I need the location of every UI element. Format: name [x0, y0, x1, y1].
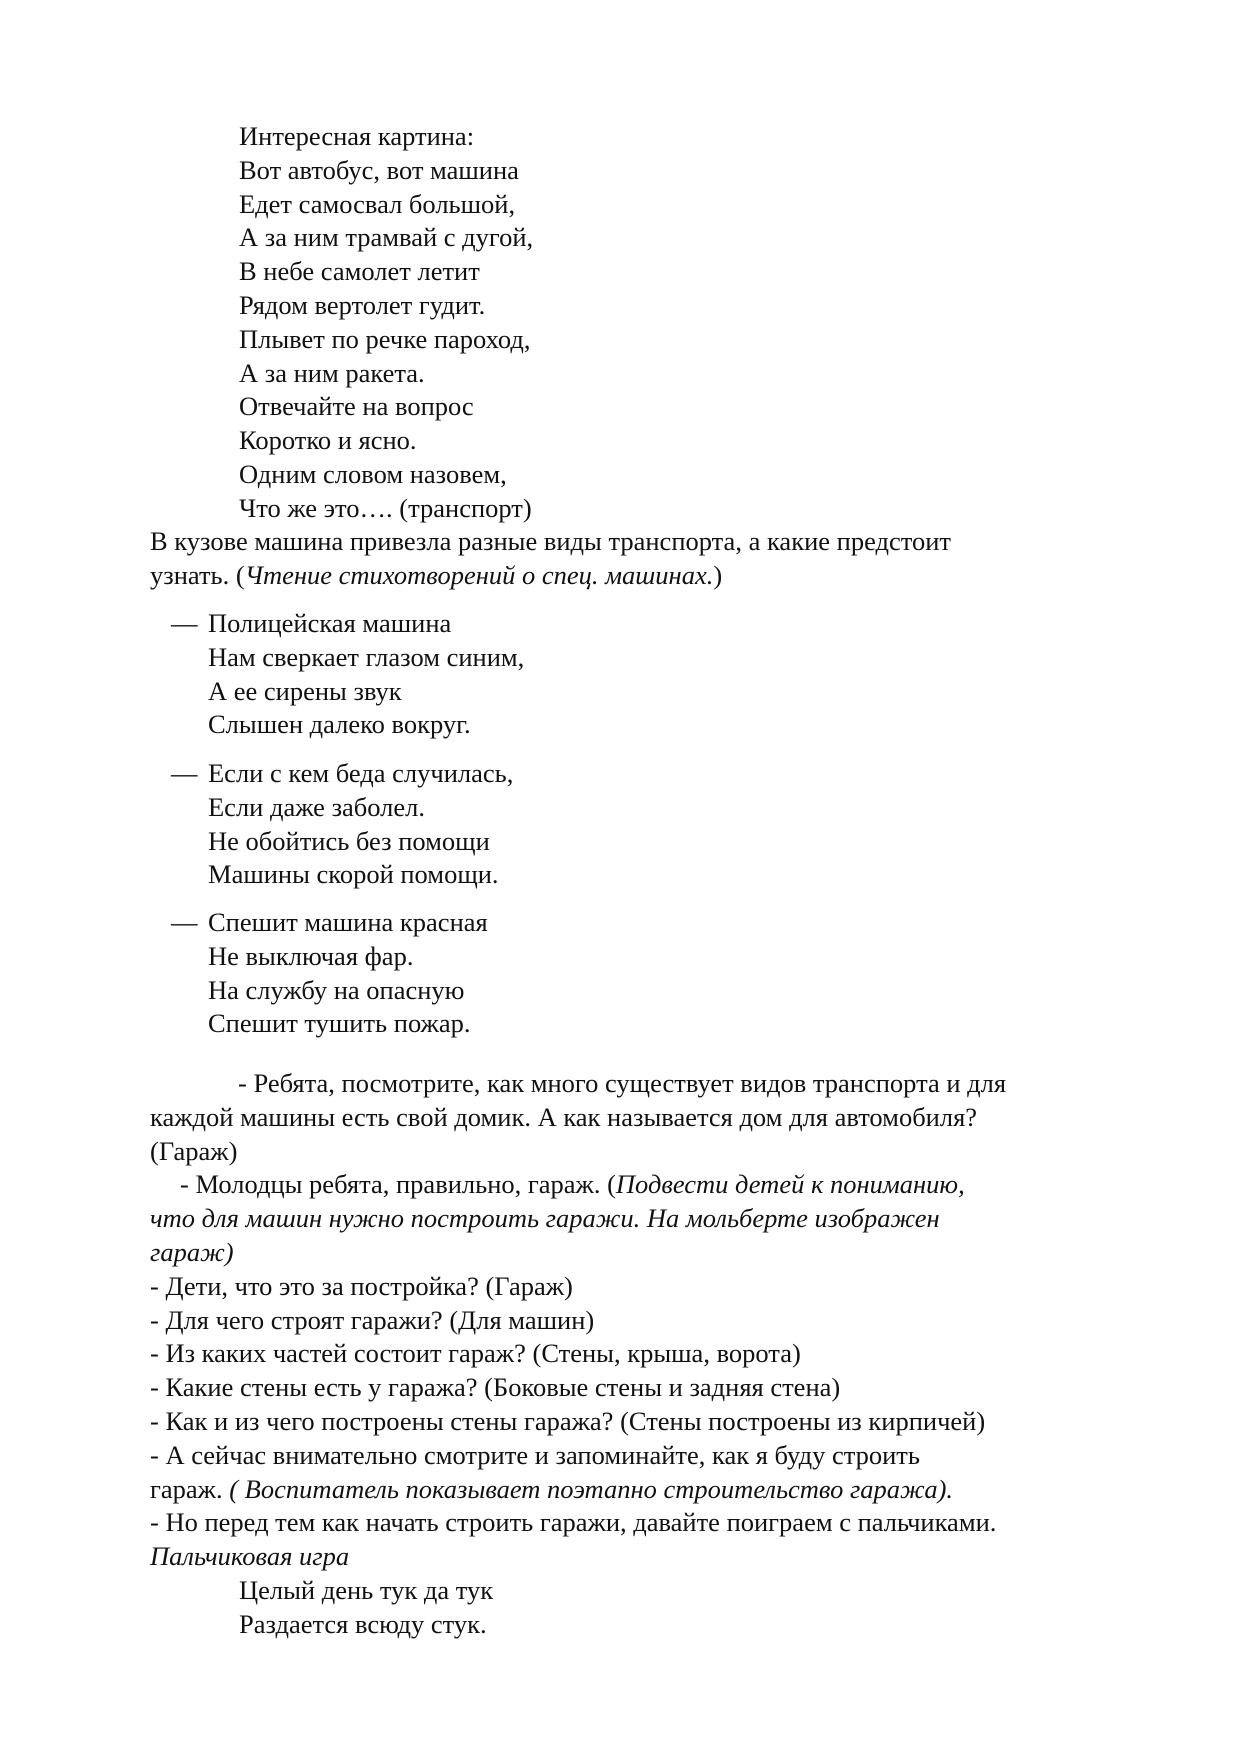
italic-note: что для машин нужно построить гаражи. На мольберте изображен	[150, 1203, 940, 1234]
riddle-police	[171, 607, 525, 742]
list-dash: —	[171, 758, 198, 788]
text: узнать. (	[150, 559, 245, 590]
intro-poem	[239, 120, 533, 526]
riddle-line: Машины скорой помощи.	[208, 859, 499, 890]
italic-heading: Пальчиковая игра	[150, 1541, 350, 1572]
question-line: - Какие стены есть у гаража? (Боковые стены и задняя стена)	[150, 1372, 841, 1403]
riddle-fire-truck	[171, 906, 488, 1041]
text: гараж.	[150, 1473, 230, 1504]
poem-line: В небе самолет летит	[239, 256, 480, 287]
dialogue	[150, 1067, 1006, 1642]
riddle-line: Нам сверкает глазом синим,	[208, 641, 525, 672]
paragraph-line	[150, 559, 951, 593]
poem-line: Одним словом назовем,	[239, 458, 507, 489]
poem-line: А за ним трамвай с дугой,	[239, 222, 534, 253]
paragraph-line: (Гараж)	[150, 1135, 238, 1166]
riddle-line: Спешит машина красная	[208, 907, 488, 937]
riddle-ambulance	[171, 757, 514, 892]
poem-line: Интересная картина:	[239, 121, 475, 151]
text: )	[713, 559, 723, 590]
poem-line: Вот автобус, вот машина	[239, 154, 519, 185]
italic-note: ( Воспитатель показывает поэтапно строительство гаража).	[229, 1473, 954, 1504]
paragraph-line	[150, 1236, 1006, 1270]
paragraph-line	[150, 1473, 1006, 1507]
riddle-line: Полицейская машина	[208, 608, 452, 638]
paragraph-line: В кузове машина привезла разные виды транспорта, а какие предстоит	[150, 526, 951, 556]
poem-line: Что же это…. (транспорт)	[239, 492, 532, 523]
riddle-line: Не обойтись без помощи	[208, 825, 490, 856]
riddle-line: На службу на опасную	[208, 974, 465, 1005]
game-line: Целый день тук да тук	[239, 1574, 494, 1605]
riddle-line: Не выключая фар.	[208, 940, 414, 971]
poem-line: Коротко и ясно.	[239, 425, 417, 456]
paragraph-line: - Но перед тем как начать строить гаражи, давайте поиграем с пальчиками.	[150, 1507, 997, 1538]
italic-note: Подвести детей к пониманию,	[615, 1169, 965, 1200]
riddle-line: Если с кем беда случилась,	[208, 758, 514, 788]
riddle-line: Если даже заболел.	[208, 791, 426, 822]
riddle-line: Слышен далеко вокруг.	[208, 709, 471, 740]
question-line: - Как и из чего построены стены гаража? (Стены построены из кирпичей)	[150, 1405, 986, 1436]
list-dash: —	[171, 907, 198, 937]
question-line: - Дети, что это за постройка? (Гараж)	[150, 1270, 573, 1301]
poem-line: Едет самосвал большой,	[239, 188, 516, 219]
riddle-line: А ее сирены звук	[208, 675, 402, 706]
poem-line: Плывет по речке пароход,	[239, 323, 531, 354]
paragraph-line: каждой машины есть свой домик. А как называется дом для автомобиля?	[150, 1101, 978, 1132]
poem-line: Рядом вертолет гудит.	[239, 289, 486, 320]
poem-line: А за ним ракета.	[239, 357, 425, 388]
riddle-line: Спешит тушить пожар.	[208, 1008, 471, 1039]
italic-note: гараж)	[150, 1236, 234, 1267]
question-line: - А сейчас внимательно смотрите и запоминайте, как я буду строить	[150, 1439, 920, 1470]
question-line: - Из каких частей состоит гараж? (Стены, крыша, ворота)	[150, 1338, 801, 1369]
paragraph-line	[150, 1168, 1006, 1202]
list-dash: —	[171, 608, 198, 638]
text: - Молодцы ребята, правильно, гараж. (	[180, 1169, 616, 1200]
paragraph-line	[150, 1202, 1006, 1236]
game-line: Раздается всюду стук.	[239, 1608, 487, 1639]
game-title	[150, 1540, 1006, 1574]
question-line: - Для чего строят гаражи? (Для машин)	[150, 1304, 595, 1335]
paragraph-line: - Ребята, посмотрите, как много существует видов транспорта и для	[238, 1068, 1007, 1098]
poem-line: Отвечайте на вопрос	[239, 391, 474, 422]
italic-note: Чтение стихотворений о спец. машинах.	[244, 559, 714, 590]
intro-paragraph	[150, 525, 951, 593]
